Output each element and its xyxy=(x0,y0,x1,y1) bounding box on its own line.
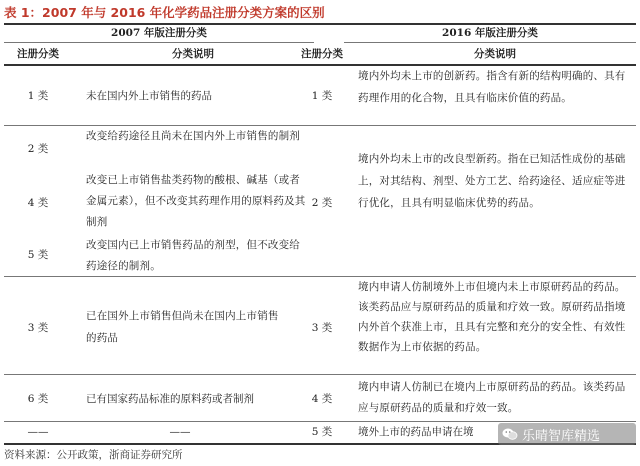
row2c-desc-2007: 改变国内已上市销售药品的剂型，但不改变给药途径的制剂。 xyxy=(86,239,300,272)
row1-class-2007: 1 类 xyxy=(27,90,49,102)
row2c-class-2007: 5 类 xyxy=(27,249,49,261)
row5-desc-2007: —— xyxy=(169,426,191,438)
row2a-class-2007: 2 类 xyxy=(27,143,49,155)
row2-class-2016: 2 类 xyxy=(311,197,333,209)
row3-class-2016: 3 类 xyxy=(311,322,333,334)
row5-desc-2016: 境外上市的药品申请在境 xyxy=(358,426,474,438)
wechat-icon xyxy=(502,427,518,441)
group-header-2016: 2016 年版注册分类 xyxy=(442,27,538,39)
row4-class-2016: 4 类 xyxy=(311,393,333,405)
col-header-desc-2007: 分类说明 xyxy=(172,48,214,60)
col-header-desc-2016: 分类说明 xyxy=(474,48,516,60)
row1-desc-2016: 境内外均未上市的创新药。指含有新的结构明确的、具有药理作用的化合物，且具有临床价值的药品。 xyxy=(358,70,626,104)
source-note: 资料来源：公开政策，浙商证券研究所 xyxy=(4,449,183,461)
col-header-class-2007: 注册分类 xyxy=(17,48,59,60)
row2-desc-2016: 境内外均未上市的改良型新药。指在已知活性成份的基础上，对其结构、剂型、处方工艺、给药途径、适应症等进行优化，且具有明显临床优势的药品。 xyxy=(358,153,626,209)
row4-desc-2016: 境内申请人仿制已在境内上市原研药品的药品。该类药品应与原研药品的质量和疗效一致。 xyxy=(358,381,626,414)
row1-class-2016: 1 类 xyxy=(311,90,333,102)
row2a-desc-2007: 改变给药途径且尚未在国内外上市销售的制剂 xyxy=(86,130,300,142)
row4-desc-2007: 已有国家药品标准的原料药或者制剂 xyxy=(86,393,254,405)
watermark-badge xyxy=(498,423,636,445)
row4-class-2007: 6 类 xyxy=(27,393,49,405)
row-rule-3 xyxy=(4,374,636,375)
watermark-text: 乐晴智库精选 xyxy=(522,428,601,444)
row2b-class-2007: 4 类 xyxy=(27,197,49,209)
row3-desc-2007: 已在国外上市销售但尚未在国内上市销售的药品 xyxy=(86,310,279,344)
row5-class-2007: —— xyxy=(27,426,49,438)
row1-desc-2007: 未在国内外上市销售的药品 xyxy=(86,90,212,102)
col-header-class-2016: 注册分类 xyxy=(301,48,343,60)
row3-class-2007: 3 类 xyxy=(27,322,49,334)
row2b-desc-2007: 改变已上市销售盐类药物的酸根、碱基（或者金属元素），但不改变其药理作用的原料药及其制剂 xyxy=(86,174,306,228)
group-header-2007: 2007 年版注册分类 xyxy=(111,27,207,39)
table-title: 表 1：2007 年与 2016 年化学药品注册分类方案的区别 xyxy=(4,5,325,20)
row3-desc-2016: 境内申请人仿制境外上市但境内未上市原研药品的药品。该类药品应与原研药品的质量和疗效一致。原研药品指境内外首个获准上市，且具有完整和充分的安全性、有效性数据作为上市依据的药品。 xyxy=(358,281,626,353)
row5-class-2016: 5 类 xyxy=(311,426,333,438)
